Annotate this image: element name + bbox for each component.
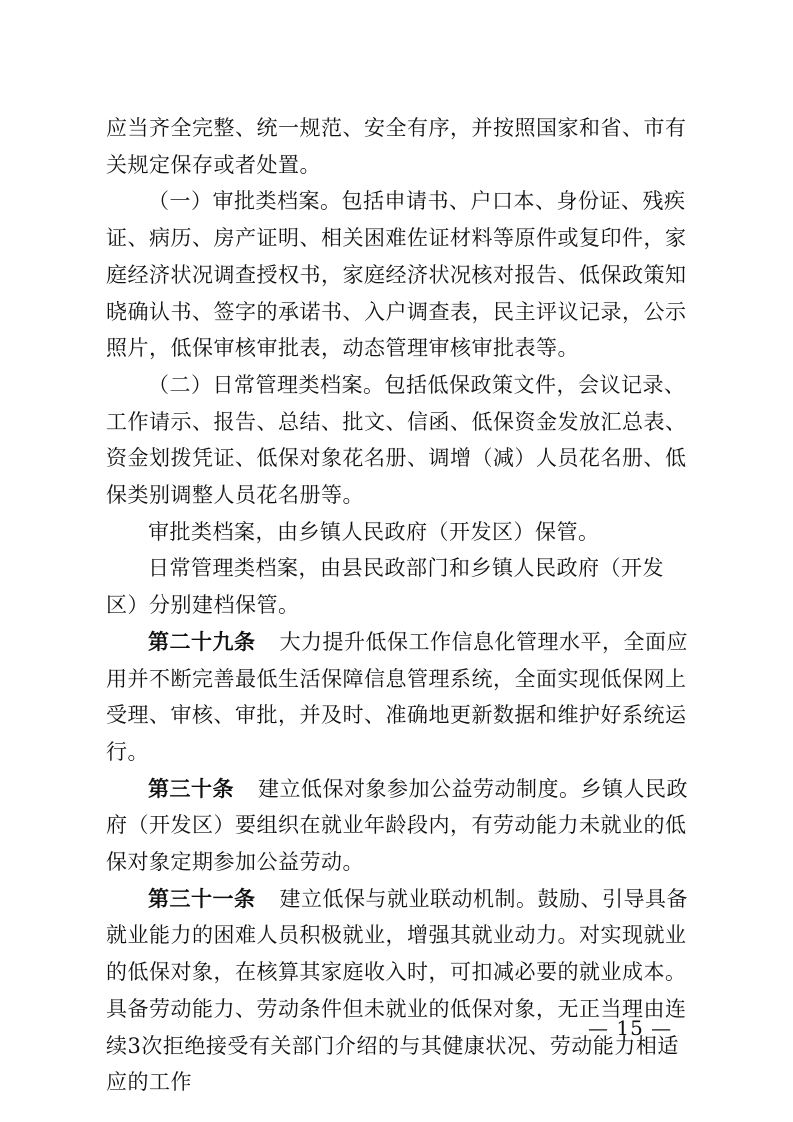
article-30 [106,771,696,881]
article-text: 建立低保与就业联动机制。鼓励、引导具备就业能力的困难人员积极就业，增强其就业动力。对实现就业的低保对象，在核算其家庭收入时，可扣减必要的就业成本。具备劳动能力、劳动条件但未就业的低保对象，无正当理由连续3次拒绝接受有关部门介绍的与其健康状况、劳动能力相适应的工作 [106,886,688,1095]
paragraph-approval-custody: 审批类档案，由乡镇人民政府（开发区）保管。 [148,519,600,544]
article-title: 第二十九条 [148,629,256,654]
article-title: 第三十条 [148,776,234,801]
paragraph-daily-custody: 日常管理类档案，由县民政部门和乡镇人民政府（开发区）分别建档保管。 [106,556,664,618]
article-29 [106,624,696,771]
body-text [106,110,696,1101]
article-31 [106,881,696,1101]
article-text: 建立低保对象参加公益劳动制度。乡镇人民政府（开发区）要组织在就业年龄段内，有劳动能力未就业的低保对象定期参加公益劳动。 [106,776,688,875]
paragraph-daily-management-archives: （二）日常管理类档案。包括低保政策文件，会议记录、工作请示、报告、总结、批文、信函、低保资金发放汇总表、资金划拨凭证、低保对象花名册、调增（减）人员花名册、低保类别调整人员花名册等。 [106,372,687,508]
paragraph-continued: 应当齐全完整、统一规范、安全有序，并按照国家和省、市有关规定保存或者处置。 [106,116,687,177]
page-number: — 15 — [588,1016,673,1040]
article-text: 大力提升低保工作信息化管理水平，全面应用并不断完善最低生活保障信息管理系统，全面实现低保网上受理、审核、审批，并及时、准确地更新数据和维护好系统运行。 [106,629,688,764]
article-title: 第三十一条 [148,886,256,911]
paragraph-approval-archives: （一）审批类档案。包括申请书、户口本、身份证、残疾证、病历、房产证明、相关困难佐证材料等原件或复印件，家庭经济状况调查授权书，家庭经济状况核对报告、低保政策知晓确认书、签字的承诺书、入户调查表，民主评议记录，公示照片，低保审核审批表，动态管理审核审批表等。 [106,189,687,361]
